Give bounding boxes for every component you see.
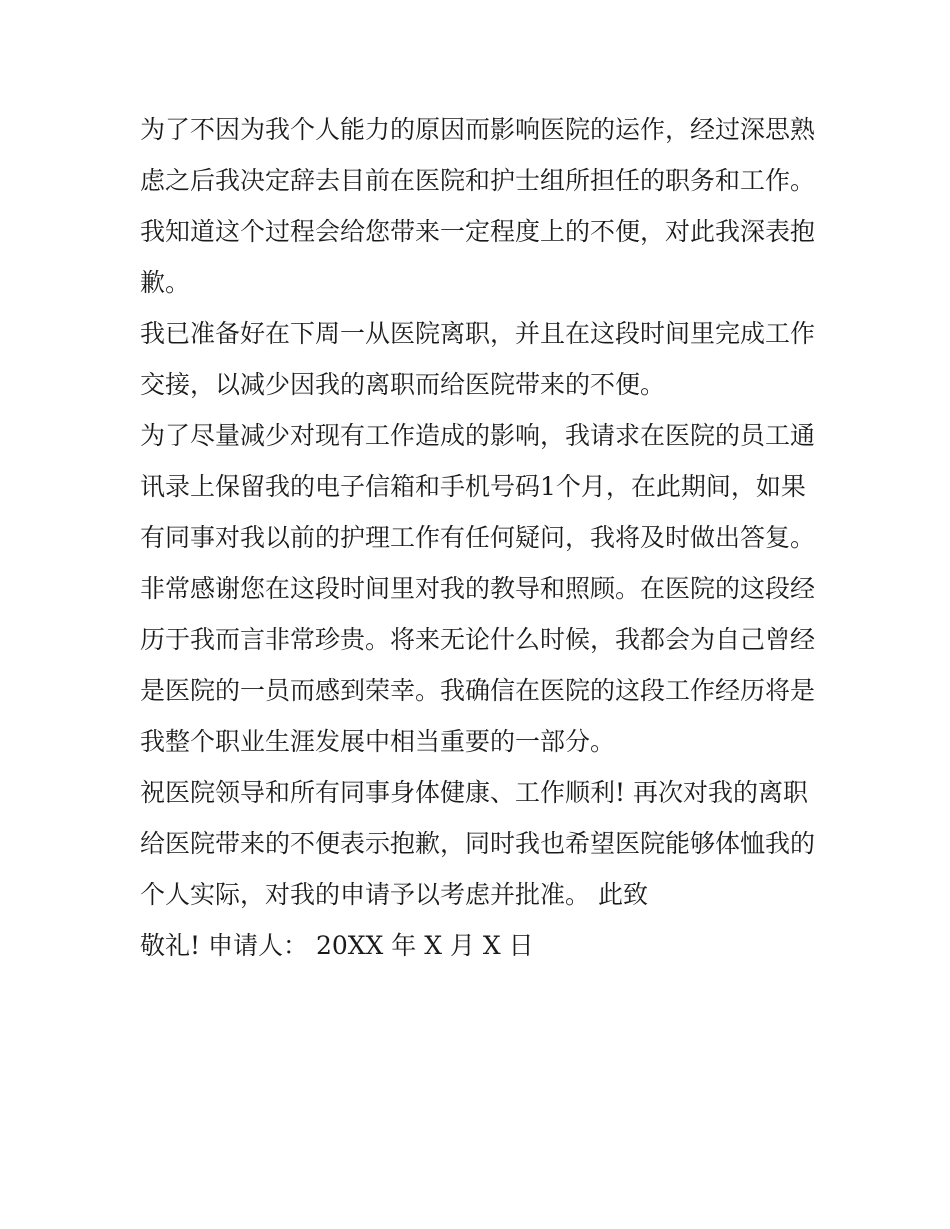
paragraph-resignation-reason <box>140 104 820 308</box>
text-line: 个人实际，对我的申请予以考虑并批准。 此致 <box>140 880 648 909</box>
text-line: 虑之后我决定辞去目前在医院和护士组所担任的职务和工作。 <box>140 166 816 195</box>
paragraph-contact-retention <box>140 410 820 563</box>
text-line: 我知道这个过程会给您带来一定程度上的不便，对此我深表抱 <box>140 217 816 246</box>
paragraph-signature <box>140 920 820 971</box>
paragraph-wishes <box>140 767 820 920</box>
text-line: 我整个职业生涯发展中相当重要的一部分。 <box>140 727 616 756</box>
text-line: 历于我而言非常珍贵。将来无论什么时候，我都会为自己曾经 <box>140 625 816 654</box>
text-line: 我已准备好在下周一从医院离职，并且在这段时间里完成工作 <box>140 319 816 348</box>
signature-line: 敬礼! 申请人： 20XX 年 X 月 X 日 <box>140 931 534 960</box>
paragraph-gratitude <box>140 563 820 767</box>
text-line: 是医院的一员而感到荣幸。我确信在医院的这段工作经历将是 <box>140 676 816 705</box>
text-line: 讯录上保留我的电子信箱和手机号码1个月，在此期间，如果 <box>140 472 806 501</box>
text-line: 给医院带来的不便表示抱歉，同时我也希望医院能够体恤我的 <box>140 829 816 858</box>
letter-body <box>140 104 820 971</box>
text-line: 祝医院领导和所有同事身体健康、工作顺利! 再次对我的离职 <box>140 778 808 807</box>
text-line: 有同事对我以前的护理工作有任何疑问，我将及时做出答复。 <box>140 523 816 552</box>
text-line: 交接，以减少因我的离职而给医院带来的不便。 <box>140 370 666 399</box>
text-line: 为了不因为我个人能力的原因而影响医院的运作，经过深思熟 <box>140 115 816 144</box>
paragraph-handover <box>140 308 820 410</box>
text-line: 歉。 <box>140 268 191 297</box>
text-line: 非常感谢您在这段时间里对我的教导和照顾。在医院的这段经 <box>140 574 816 603</box>
text-line: 为了尽量减少对现有工作造成的影响，我请求在医院的员工通 <box>140 421 816 450</box>
